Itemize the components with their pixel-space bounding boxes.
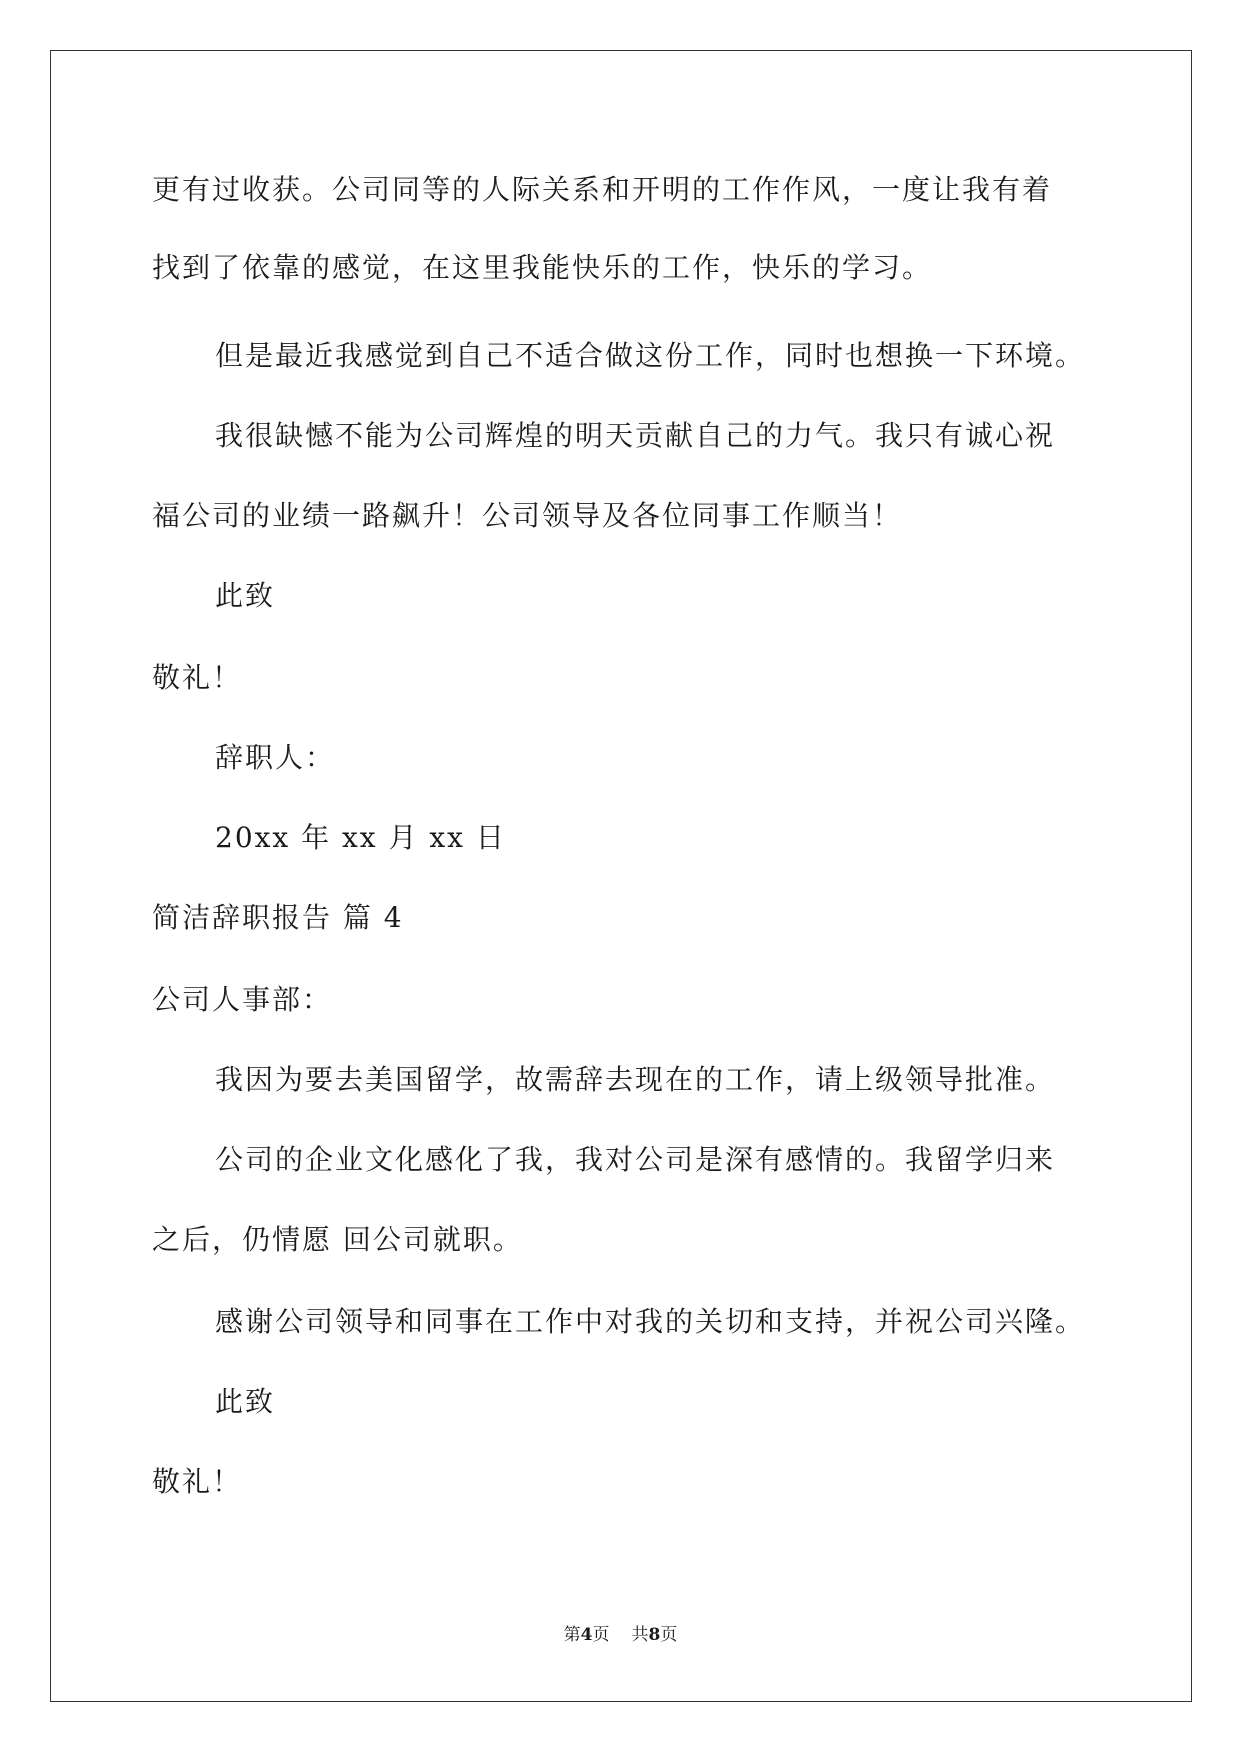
- paragraph-line: 我因为要去美国留学，故需辞去现在的工作，请上级领导批准。: [215, 1063, 1056, 1096]
- footer-total-prefix: 共: [631, 1625, 649, 1645]
- paragraph-line: 我很缺憾不能为公司辉煌的明天贡献自己的力气。我只有诚心祝: [215, 419, 1056, 452]
- closing-salutation: 此致: [215, 579, 276, 612]
- footer-total-pages: 8: [648, 1625, 661, 1645]
- paragraph-line: 福公司的业绩一路飙升！公司领导及各位同事工作顺当！: [152, 499, 903, 532]
- footer-total-suffix: 页: [660, 1625, 678, 1645]
- footer-page-number: 4: [580, 1625, 593, 1645]
- paragraph-line: 更有过收获。公司同等的人际关系和开明的工作作风，一度让我有着: [152, 173, 1053, 206]
- paragraph-line: 找到了依靠的感觉，在这里我能快乐的工作，快乐的学习。: [152, 251, 933, 284]
- page-border: [50, 50, 1192, 1702]
- paragraph-line: 但是最近我感觉到自己不适合做这份工作，同时也想换一下环境。: [215, 339, 1086, 372]
- footer-page-prefix: 第: [563, 1625, 581, 1645]
- addressee: 公司人事部：: [152, 983, 333, 1016]
- closing-regards: 敬礼！: [152, 1465, 243, 1498]
- date-line: 20xx 年 xx 月 xx 日: [215, 821, 506, 854]
- paragraph-line: 之后，仍情愿 回公司就职。: [152, 1223, 523, 1256]
- page-footer: [0, 1623, 1241, 1647]
- footer-page-suffix: 页: [592, 1625, 610, 1645]
- paragraph-line: 感谢公司领导和同事在工作中对我的关切和支持，并祝公司兴隆。: [215, 1305, 1086, 1338]
- closing-salutation: 此致: [215, 1385, 276, 1418]
- section-title: 简洁辞职报告 篇 4: [152, 901, 404, 934]
- closing-regards: 敬礼！: [152, 661, 243, 694]
- signature-label: 辞职人：: [215, 741, 336, 774]
- paragraph-line: 公司的企业文化感化了我，我对公司是深有感情的。我留学归来: [215, 1143, 1056, 1176]
